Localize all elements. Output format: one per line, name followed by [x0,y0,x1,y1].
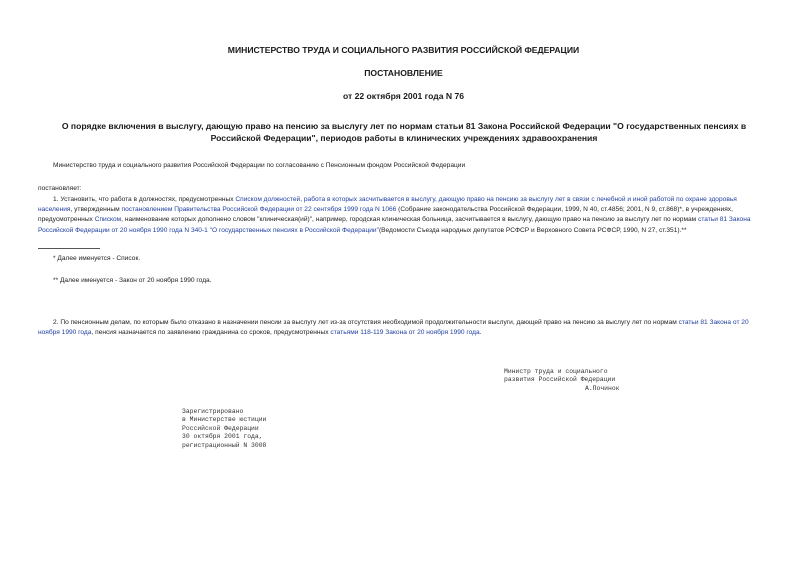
article-81-law-link[interactable]: статьи 81 Закона Российской Федерации от 20 ноября 1990 года N 340-1 "О государственных пенсиях в Российской Федерации" [38,216,751,234]
p1-text-3: (Собрание законодательства Российской Федерации, 1999, N 40, ст.4856; 2001, N 9, ст.868)*, в учреждениях, предусмотренных [38,206,733,224]
p2-text-2: , пенсия назначается по заявлению гражданина со сроков, предусмотренных [91,329,331,337]
registration-line-2: в Министерстве юстиции [182,416,267,424]
doc-type-heading: ПОСТАНОВЛЕНИЕ [364,68,443,78]
p1-text-2: , утвержденным [70,206,122,214]
p1-text-5: (Ведомости Съезда народных депутатов РСФСР и Верховного Совета РСФСР, 1990, N 27, ст.351).** [378,226,687,234]
signature-line-1: Министр труда и социального [504,368,608,375]
footnote-1: * Далее именуется - Список. [53,255,141,262]
footnote-divider [38,248,100,249]
paragraph-1 [38,195,770,236]
date-line: от 22 октября 2001 года N 76 [342,91,465,101]
registration-line-3: Российской Федерации [182,424,259,432]
signature-line-2: развития Российской Федерации [504,376,616,384]
registration-line-4: 30 октября 2001 года, [182,433,263,441]
ministry-heading: МИНИСТЕРСТВО ТРУДА И СОЦИАЛЬНОГО РАЗВИТИЯ РОССИЙСКОЙ ФЕДЕРАЦИИ [227,45,580,55]
registration-line-1: Зарегистрировано [182,408,244,415]
paragraph-2 [38,318,770,338]
article-81-link[interactable]: статьи 81 Закона от 20 ноября 1990 года [38,319,749,337]
registration-line-5: регистрационный N 3008 [182,441,267,449]
p1-text-4: , наименование которых дополнено словом "клиническая(ий)", например, городская клиническая больница, засчитывается в выслугу, дающую право на пенсию за выслугу лет по нормам [121,216,699,224]
document-title: О порядке включения в выслугу, дающую право на пенсию за выслугу лет по нормам статьи 81 Закона Российской Федерации "О государственных пенсиях в Российской Федерации", периодов работы в клинических учреждениях здравоохранения [61,121,747,143]
list-link[interactable]: Списком [94,216,122,224]
intro-paragraph: Министерство труда и социального развития Российской Федерации по согласованию с Пенсионным фондом Российской Федерации [53,162,466,169]
p2-text-1: 2. По пенсионным делам, по которым было отказано в назначении пенсии за выслугу лет из-за отсутствия необходимой продолжительности выслуги, дающей право на пенсию за выслугу лет по нормам [53,319,679,326]
signature-block [504,368,620,393]
government-decree-link[interactable]: постановлением Правительства Российской Федерации от 22 сентября 1999 года N 1066 [121,206,397,214]
p2-text-3: . [479,329,482,337]
registration-block [182,408,266,450]
p1-text-1: 1. Установить, что работа в должностях, предусмотренных [53,196,236,203]
list-of-positions-link[interactable]: Списком должностей, работа в которых засчитывается в выслугу, дающую право на пенсию за выслугу лет в связи с лечебной и иной работой по охране здоровья населения [38,196,737,214]
articles-118-119-link[interactable]: статьями 118-119 Закона от 20 ноября 1990 года [330,329,480,337]
signature-line-3: А.Починок [585,384,620,392]
decree-word: постановляет: [38,185,82,192]
footnote-2: ** Далее именуется - Закон от 20 ноября 1990 года. [53,277,212,284]
